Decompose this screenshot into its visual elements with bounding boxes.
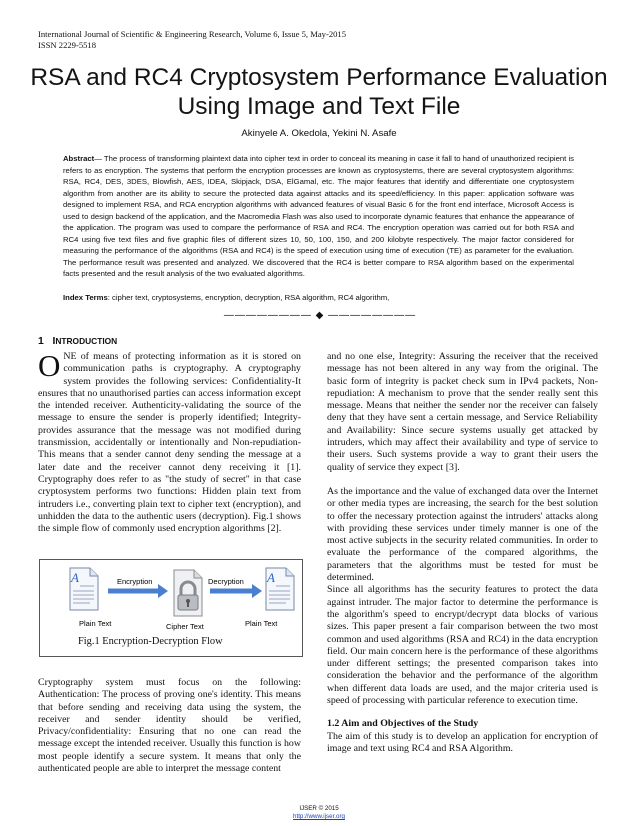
section-title-initial: I (52, 336, 56, 347)
encryption-arrow-icon (108, 584, 168, 598)
plain-text-label-right: Plain Text (245, 619, 278, 628)
svg-text:A: A (267, 570, 275, 585)
subsection-text: The aim of this study is to develop an application for encryption of image and text using RC4 and RSA Algorithm. (327, 730, 598, 754)
index-terms-text: : cipher text, cryptosystems, encryption, decryption, RSA algorithm, RC4 algorithm, (107, 293, 390, 302)
right-paragraph-2: As the importance and the value of exchanged data over the Internet or other media types are increasing, the search for the best solution to offer the necessary protection against the intruders' attacks along with providing these services under timely manner is one of the most active subjects in the security related communities. In order to evaluate the performance of the compared algorithms, the parameters that the algorithms must be tested for must be determined. (327, 485, 598, 584)
abstract (63, 153, 574, 280)
index-terms-label: Index Terms (63, 293, 108, 302)
paper-authors: Akinyele A. Okedola, Yekini N. Asafe (241, 128, 397, 139)
journal-info: International Journal of Scientific & Engineering Research, Volume 6, Issue 5, May-2015 (38, 29, 347, 39)
section-number: 1 (38, 336, 44, 347)
subsection-heading: 1.2 Aim and Objectives of the Study (327, 718, 479, 730)
index-terms (63, 293, 574, 302)
issn: ISSN 2229-5518 (38, 39, 97, 50)
plain-text-document-icon-left (70, 568, 98, 610)
abstract-label: Abstract (63, 154, 95, 163)
intro-paragraph-2: Cryptography system must focus on the following: Authentication: The process of proving one's identity. This means that before sending and receiving data using the system, the receiver and sender identity should be verified, Privacy/confidentiality: Ensuring that no one can read the message except the intended receiver. Usually this function is how most people identify a secure system. It means that only the authenticated people are able to interpret the message content (38, 677, 301, 775)
encryption-label: Encryption (117, 577, 153, 586)
plain-text-label-left: Plain Text (79, 619, 112, 628)
footer-link[interactable]: http://www.ijser.org (293, 813, 345, 820)
footer-copyright: IJSER © 2015 (299, 805, 339, 812)
cipher-text-label: Cipher Text (166, 622, 204, 631)
journal-header (38, 29, 346, 50)
decryption-arrow-icon (210, 584, 262, 598)
paper-title: RSA and RC4 Cryptosystem Performance Evaluation Using Image and Text File (30, 64, 608, 120)
intro-paragraph-1 (38, 348, 301, 535)
right-paragraph-1: and no one else, Integrity: Assuring the receiver that the received message has not been altered in any way from the original. The basic form of integrity is packet check sum in IPv4 packets, Non-repudiation: A mechanism to prove that the sender really sent this message. Means that neither the sender nor the receiver can falsely deny that they have sent a certain message, and Service Reliability and Availability: Since secure systems usually get attacked by intruders, which may affect their availability and type of service to their users. Such systems provide a way to grant their users the quality of service they expect [3]. (327, 351, 598, 473)
svg-text:A: A (71, 570, 79, 585)
right-paragraph-3: Since all algorithms has the security features to protect the data against intruder. The major factor to determine the performance is the algorithm's speed to encrypt/decrypt data blocks of various sizes. This paper present a fair comparison between the two most common and used algorithms (RSA and RC4) in the data encryption field. Our main concern here is the performance of these algorithms under different settings; the presented comparison takes into consideration the behavior and the performance of the algorithm when different data loads are used, and the major criteria used is speed of processing with particular reference to execution time. (327, 584, 598, 707)
drop-cap: O (38, 348, 61, 383)
intro-para1-text: NE of means of protecting information as it is stored on communication paths is cryptography. A cryptography system provides the following services: Confidentiality-It ensures that no unauthorised parties can access information except the intended receiver. Authenticity-validating the source of the message to ensure the sender is properly identified; Integrity-provides assurance that the message was not modified during transmission, accidentally or intentionally and Non-repudiation-This means that a sender cannot deny sending the message at a later date and the receiver cannot deny receiving it [1]. Cryptography does refer to as "the study of secret" in that case cryptosystem performs two functions: Hidden plain text from intruders i.e., converting plain text to cipher text (encryption), and unhidden the data to the authentic users (decryption). Fig.1 shows the simple flow of commonly used encryption algorithms [2]. (38, 351, 301, 535)
plain-text-document-icon-right (266, 568, 294, 610)
page-footer (0, 805, 638, 821)
section-heading (38, 336, 117, 347)
decryption-label: Decryption (208, 577, 244, 586)
right-column (327, 351, 598, 755)
cipher-lock-icon (174, 570, 202, 616)
figure-caption: Fig.1 Encryption-Decryption Flow (78, 636, 223, 647)
section-title-rest: NTRODUCTION (55, 336, 118, 346)
abstract-text: — The process of transforming plaintext data into cipher text in order to conceal its meaning in case it fall to hand of unauthorized recipient is refers to as encryption. The systems that perform the encryption processes are known as cryptosystems, there are several cryptosystem algorithms: RSA, RC4, DES, 3DES, Blowfish, AES, IDEA, Skipjack, DSA, ElGamal, etc. The major features that identify and differentiate one cryptosystem algorithm from another are its ability to secure the protected data against attacks and its speed/efficiency. In this paper: application software was designed to implement RSA, and RCA encryption algorithms with advanced features of visual Basic 6 for the front end interface, Microsoft Access is used to design backend of the application, and the Macromedia Flash was also used to incorporate dynamic features that enhance the appearance of the application. The program was used to compare the performance of RSA and RC4. The encryption operation was carried out for both RSA and RC4 using five text files and five graphic files of different sizes 10, 50, 100, 150, and 200 kilobyte respectively. The major factor considered for measuring the performance of the algorithms (RSA and RC4) is the speed of execution using time of execution (TE) as parameter for the evaluation. The performance result was presented and analyzed. We discovered that the RC4 is better compare to RSA algorithm based on the experimental facts presented and the result analysis of the two evaluated algorithms. (63, 154, 574, 278)
section-divider: ———————— ◆ ———————— (223, 310, 417, 321)
